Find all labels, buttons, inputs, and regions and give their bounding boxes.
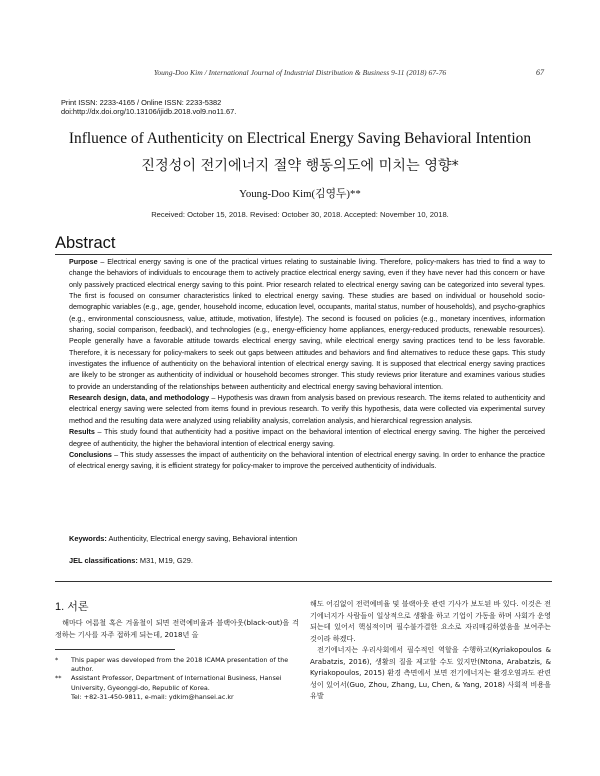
right-column-text bbox=[310, 598, 551, 702]
footnote-mark: ** bbox=[55, 674, 62, 683]
paragraph: 해마다 여름철 혹은 겨울철이 되면 전력예비율과 블랙아웃(black-out)을 걱정하는 기사를 자주 접하게 되는데, 2018년 올 bbox=[55, 618, 299, 639]
jel-classifications bbox=[69, 556, 193, 565]
paragraph: 해도 어김없이 전력예비율 및 블랙아웃 관련 기사가 보도된 바 있다. 이것은 전기에너지가 사람들이 일상적으로 생활을 하고 기업이 가동을 하며 사회가 운영되는데 있어서 핵심적이며 필수불가결한 요소로 자리매김하였음을 보여주는 것이라 하겠다. bbox=[310, 599, 551, 643]
footnote-text: Assistant Professor, Department of International Business, Hansei University, Gyeonggi-do, Republic of Korea. bbox=[71, 674, 282, 692]
jel-label: JEL classifications: bbox=[69, 556, 138, 565]
footnote-rule bbox=[55, 649, 175, 650]
results-label: Results bbox=[69, 428, 95, 437]
section-heading-introduction: 1. 서론 bbox=[55, 601, 89, 613]
abstract-method bbox=[69, 393, 545, 427]
running-header: Young-Doo Kim / International Journal of Industrial Distribution & Business 9-11 (2018) 67-76 bbox=[153, 68, 447, 77]
jel-text: M31, M19, G29. bbox=[137, 556, 193, 565]
issn-line: Print ISSN: 2233-4165 / Online ISSN: 2233-5382 bbox=[61, 98, 222, 107]
footnote-text: This paper was developed from the 2018 ICAMA presentation of the author. bbox=[71, 656, 289, 674]
left-column-text bbox=[55, 617, 299, 640]
paper-title-korean: 진정성이 전기에너지 절약 행동의도에 미치는 영향* bbox=[141, 158, 459, 174]
method-label: Research design, data, and methodology bbox=[69, 394, 210, 403]
footnote bbox=[55, 656, 299, 674]
conclusions-label: Conclusions bbox=[69, 450, 112, 459]
paper-title-english: Influence of Authenticity on Electrical Energy Saving Behavioral Intention bbox=[68, 130, 532, 147]
footnote-mark: * bbox=[55, 656, 59, 664]
footnote bbox=[55, 674, 299, 702]
abstract-heading: Abstract bbox=[55, 234, 116, 252]
keywords bbox=[69, 534, 297, 543]
abstract-results bbox=[69, 427, 545, 450]
results-text: – This study found that authenticity had a positive impact on the behavioral intention of electrical energy saving. The higher the perceived degree of authenticity, the higher the behavioral intention of electrical energy saving. bbox=[69, 428, 545, 448]
purpose-text: – Electrical energy saving is one of the practical virtues relating to sustainable living. Therefore, policy-makers has tried to find a way to change the behaviors of individuals to encourage them to actively practice electrical energy saving, even if they have never had this concern or have only passively practiced electrical energy saving to this point. Prior research related to electrical energy saving can be categorized into several types. The first is focused on consumer characteristics linked to electrical energy saving. These studies are based on individual or household socio-demographic variables (e.g., age, gender, household income, education level, occupants, marital status, number of households), and psycho-graphics (e.g., environmental consciousness, value, attitude, motivation, lifestyle). The second is focused on policies (e.g., monetary incentives, information sharing, social comparison, feedback), and technologies (e.g., energy-efficiency home appliances, energy-reduced products, renewable resources). People generally have a favorable attitude towards electrical energy saving, while electrical energy saving practices tend to be less favorable. Therefore, it is necessary for policy-makers to seek out gaps between attitudes and behaviors and find alternatives to reduce these gaps. This study investigates the influence of authenticity on the behavioral intention of electrical energy saving. It is supposed that electrical energy saving practices are likely to be stronger as authenticity of individual or household becomes stronger. This study reviews prior literature and examines various studies to provide an understanding of the relationships between authenticity and electrical energy saving behavioral intention. bbox=[69, 258, 545, 391]
keywords-text: Authenticity, Electrical energy saving, Behavioral intention bbox=[106, 534, 298, 543]
keywords-label: Keywords: bbox=[69, 534, 107, 543]
footnote-contact: Tel: +82-31-450-9811, e-mail: ydkim@hansei.ac.kr bbox=[71, 692, 234, 701]
doi-line: doi:http://dx.doi.org/10.13106/ijidb.2018.vol9.no11.67. bbox=[61, 107, 237, 117]
author-name: Young-Doo Kim(김영두)** bbox=[239, 188, 361, 200]
abstract-purpose bbox=[69, 257, 545, 393]
footnotes bbox=[55, 656, 299, 702]
conclusions-text: – This study assesses the impact of authenticity on the behavioral intention of electrical energy saving. In order to enhance the practice of electrical energy saving, it is efficient strategy for policy-maker to improve the perceived authenticity of individuals. bbox=[69, 450, 545, 471]
abstract-bottom-rule bbox=[55, 581, 552, 582]
abstract-body bbox=[69, 257, 545, 473]
abstract-conclusions bbox=[69, 450, 545, 473]
received-dates: Received: October 15, 2018. Revised: October 30, 2018. Accepted: November 10, 2018. bbox=[151, 210, 449, 219]
method-text: – Hypothesis was drawn from analysis based on previous research. The items related to authenticity and electrical energy saving were selected from items found in previous research. To verify this hypothesis, data were collected via experimental survey method and the resulting data were analyzed using reliability analysis, correlation analysis, and hierarchical regression analysis. bbox=[69, 394, 545, 425]
issn-block bbox=[61, 98, 236, 117]
purpose-label: Purpose bbox=[69, 258, 98, 266]
abstract-top-rule bbox=[55, 254, 552, 255]
paragraph: 전기에너지는 우리사회에서 필수적인 역할을 수행하고(Kyriakopoulos & Arabatzis, 2016), 생활의 질을 제고할 수도 있지만(Ntona, Arabatzis, & Kyriakopoulos, 2015) 환경 측면에서 보면 전기에너지는 환경오염과도 관련성이 있어서(Guo, Zhou, Zhang, Lu, Chen, & Yang, 2018) 사회적 비용을 유발 bbox=[310, 645, 551, 700]
page-number: 67 bbox=[536, 68, 544, 77]
